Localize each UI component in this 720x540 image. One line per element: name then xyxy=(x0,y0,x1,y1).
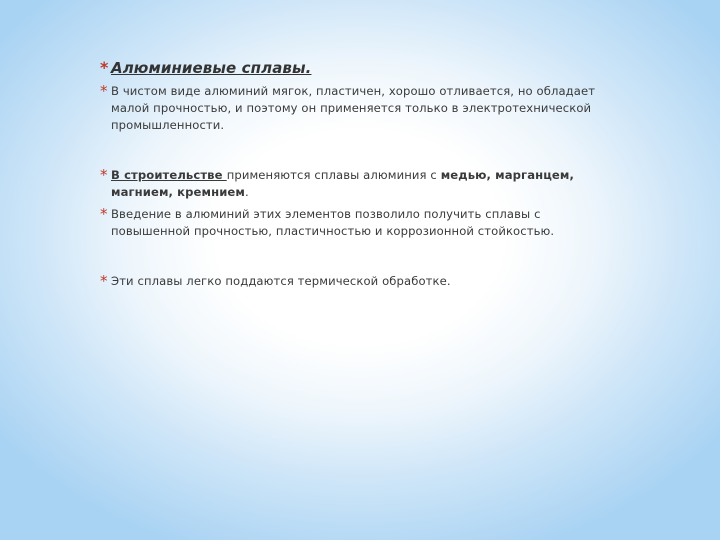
slide-content xyxy=(100,58,620,290)
bullet-star-icon: * xyxy=(100,205,108,223)
bullet-star-icon: * xyxy=(100,272,108,290)
bullet-pure-aluminium xyxy=(100,83,620,134)
bullet-text: В чистом виде алюминий мягок, пластичен, хорошо отливается, но обладает малой прочностью, и поэтому он применяется только в электротехнической промышленности. xyxy=(111,84,596,132)
bullet-alloying xyxy=(100,206,620,240)
bullet-text: Введение в алюминий этих элементов позволило получить сплавы с повышенной прочностью, пластичностью и коррозионной стойкостью. xyxy=(111,207,555,238)
bullet-star-icon: * xyxy=(100,166,108,184)
title-text: Алюминиевые сплавы. xyxy=(111,59,312,77)
bullet-star-icon: * xyxy=(100,58,109,77)
bullet-heat-treatment xyxy=(100,273,620,290)
bullet-text: Эти сплавы легко поддаются термической обработке. xyxy=(111,274,451,288)
bullet-text: применяются сплавы алюминия с xyxy=(226,168,441,182)
slide-title xyxy=(100,58,620,78)
bullet-construction xyxy=(100,167,620,201)
bullet-lead-underlined: В строительстве xyxy=(111,168,227,182)
bullet-star-icon: * xyxy=(100,82,108,100)
bullet-bold-elements: медью, марганцем, магнием, кремнием xyxy=(111,168,574,199)
bullet-end: . xyxy=(244,185,249,199)
